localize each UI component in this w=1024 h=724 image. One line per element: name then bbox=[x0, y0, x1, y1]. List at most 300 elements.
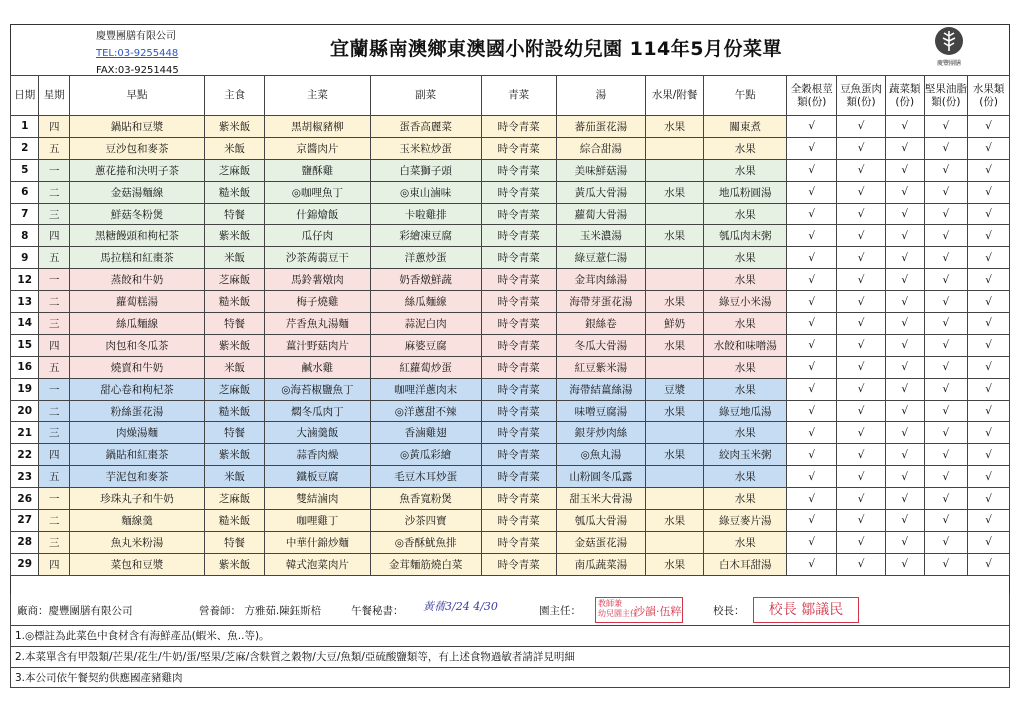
fruit-cell bbox=[646, 269, 704, 291]
soup-cell: 紅豆紫米湯 bbox=[556, 356, 645, 378]
nuts-oil-check: √ bbox=[924, 291, 968, 313]
fruit-portion-check: √ bbox=[968, 510, 1010, 532]
vegetable-cell: 時令青菜 bbox=[481, 269, 556, 291]
afternoon-snack-cell: 水果 bbox=[704, 531, 787, 553]
weekday-cell: 五 bbox=[39, 247, 69, 269]
fruit-portion-check: √ bbox=[968, 531, 1010, 553]
afternoon-snack-cell: 絞肉玉米粥 bbox=[704, 444, 787, 466]
table-header bbox=[11, 76, 1010, 116]
date-cell: 7 bbox=[11, 203, 39, 225]
afternoon-snack-cell: 水果 bbox=[704, 488, 787, 510]
date-cell: 28 bbox=[11, 531, 39, 553]
side-dish-cell: ◎黃瓜彩繪 bbox=[370, 444, 481, 466]
protein-check: √ bbox=[837, 116, 886, 138]
fruit-cell: 鮮奶 bbox=[646, 313, 704, 335]
date-cell: 16 bbox=[11, 356, 39, 378]
header-grains: 全穀根莖類(份) bbox=[787, 76, 837, 116]
company-logo bbox=[926, 26, 972, 72]
vegetable-cell: 時令青菜 bbox=[481, 444, 556, 466]
main-dish-cell: 大滷羹飯 bbox=[265, 422, 371, 444]
main-dish-cell: 薑汁野菇肉片 bbox=[265, 334, 371, 356]
side-dish-cell: 紅蘿蔔炒蛋 bbox=[370, 356, 481, 378]
header-afternoon-snack: 午點 bbox=[704, 76, 787, 116]
staple-cell: 糙米飯 bbox=[205, 510, 265, 532]
grains-check: √ bbox=[787, 356, 837, 378]
protein-check: √ bbox=[837, 422, 886, 444]
fruit-portion-check: √ bbox=[968, 488, 1010, 510]
vegetable-cell: 時令青菜 bbox=[481, 334, 556, 356]
main-dish-cell: 鐵板豆腐 bbox=[265, 466, 371, 488]
veg-portion-check: √ bbox=[885, 137, 924, 159]
grains-check: √ bbox=[787, 400, 837, 422]
fruit-portion-check: √ bbox=[968, 269, 1010, 291]
fruit-cell bbox=[646, 531, 704, 553]
grains-check: √ bbox=[787, 137, 837, 159]
date-cell: 1 bbox=[11, 116, 39, 138]
grains-check: √ bbox=[787, 116, 837, 138]
nuts-oil-check: √ bbox=[924, 313, 968, 335]
weekday-cell: 二 bbox=[39, 291, 69, 313]
weekday-cell: 三 bbox=[39, 531, 69, 553]
principal-label: 校長： bbox=[713, 605, 745, 617]
principal-stamp: 校長 鄒議民 bbox=[753, 597, 859, 623]
notes-section bbox=[10, 626, 1010, 688]
main-dish-cell: 中華什錦炒麵 bbox=[265, 531, 371, 553]
header-vegetable: 青菜 bbox=[481, 76, 556, 116]
fruit-portion-check: √ bbox=[968, 422, 1010, 444]
date-cell: 29 bbox=[11, 553, 39, 575]
breakfast-cell: 肉包和冬瓜茶 bbox=[69, 334, 204, 356]
table-row bbox=[11, 291, 1010, 313]
breakfast-cell: 粉絲蛋花湯 bbox=[69, 400, 204, 422]
staple-cell: 特餐 bbox=[205, 313, 265, 335]
breakfast-cell: 肉燥湯麵 bbox=[69, 422, 204, 444]
vegetable-cell: 時令青菜 bbox=[481, 116, 556, 138]
protein-check: √ bbox=[837, 400, 886, 422]
fruit-portion-check: √ bbox=[968, 203, 1010, 225]
fruit-portion-check: √ bbox=[968, 444, 1010, 466]
table-row bbox=[11, 378, 1010, 400]
fruit-cell bbox=[646, 247, 704, 269]
staple-cell: 芝麻飯 bbox=[205, 488, 265, 510]
table-row bbox=[11, 116, 1010, 138]
breakfast-cell: 芋泥包和麥茶 bbox=[69, 466, 204, 488]
fruit-cell: 水果 bbox=[646, 334, 704, 356]
veg-portion-check: √ bbox=[885, 181, 924, 203]
side-dish-cell: ◎香酥魷魚排 bbox=[370, 531, 481, 553]
date-cell: 8 bbox=[11, 225, 39, 247]
fruit-cell: 水果 bbox=[646, 181, 704, 203]
main-dish-cell: 黑胡椒豬柳 bbox=[265, 116, 371, 138]
afternoon-snack-cell: 水果 bbox=[704, 159, 787, 181]
staple-cell: 紫米飯 bbox=[205, 553, 265, 575]
nuts-oil-check: √ bbox=[924, 531, 968, 553]
vegetable-cell: 時令青菜 bbox=[481, 488, 556, 510]
soup-cell: 味噌豆腐湯 bbox=[556, 400, 645, 422]
main-dish-cell: 韓式泡菜肉片 bbox=[265, 553, 371, 575]
staple-cell: 糙米飯 bbox=[205, 400, 265, 422]
protein-check: √ bbox=[837, 313, 886, 335]
veg-portion-check: √ bbox=[885, 225, 924, 247]
director-label: 園主任： bbox=[539, 605, 581, 617]
grains-check: √ bbox=[787, 334, 837, 356]
grains-check: √ bbox=[787, 553, 837, 575]
vegetable-cell: 時令青菜 bbox=[481, 466, 556, 488]
date-cell: 9 bbox=[11, 247, 39, 269]
weekday-cell: 五 bbox=[39, 356, 69, 378]
fruit-cell: 水果 bbox=[646, 116, 704, 138]
protein-check: √ bbox=[837, 225, 886, 247]
fruit-portion-check: √ bbox=[968, 247, 1010, 269]
grains-check: √ bbox=[787, 159, 837, 181]
header-staple: 主食 bbox=[205, 76, 265, 116]
grains-check: √ bbox=[787, 510, 837, 532]
staple-cell: 米飯 bbox=[205, 247, 265, 269]
fruit-cell bbox=[646, 159, 704, 181]
weekday-cell: 二 bbox=[39, 510, 69, 532]
breakfast-cell: 燒賣和牛奶 bbox=[69, 356, 204, 378]
table-row bbox=[11, 269, 1010, 291]
fruit-cell: 水果 bbox=[646, 225, 704, 247]
side-dish-cell: ◎東山滷味 bbox=[370, 181, 481, 203]
breakfast-cell: 絲瓜麵線 bbox=[69, 313, 204, 335]
fruit-portion-check: √ bbox=[968, 116, 1010, 138]
staple-cell: 芝麻飯 bbox=[205, 378, 265, 400]
staple-cell: 糙米飯 bbox=[205, 181, 265, 203]
table-row bbox=[11, 313, 1010, 335]
vegetable-cell: 時令青菜 bbox=[481, 531, 556, 553]
fruit-portion-check: √ bbox=[968, 466, 1010, 488]
soup-cell: 金菇蛋花湯 bbox=[556, 531, 645, 553]
header-side-dish: 副菜 bbox=[370, 76, 481, 116]
staple-cell: 特餐 bbox=[205, 531, 265, 553]
director-stamp-title: 教師兼 幼兒園主任 bbox=[598, 599, 638, 618]
soup-cell: 瓠瓜大骨湯 bbox=[556, 510, 645, 532]
breakfast-cell: 黑糖饅頭和枸杞茶 bbox=[69, 225, 204, 247]
side-dish-cell: 玉米粒炒蛋 bbox=[370, 137, 481, 159]
weekday-cell: 一 bbox=[39, 378, 69, 400]
soup-cell: 海帶芽蛋花湯 bbox=[556, 291, 645, 313]
afternoon-snack-cell: 綠豆地瓜湯 bbox=[704, 400, 787, 422]
staple-cell: 紫米飯 bbox=[205, 225, 265, 247]
header-protein: 豆魚蛋肉類(份) bbox=[837, 76, 886, 116]
fruit-cell bbox=[646, 356, 704, 378]
grains-check: √ bbox=[787, 488, 837, 510]
signature-row bbox=[10, 594, 1010, 626]
soup-cell: 甜玉米大骨湯 bbox=[556, 488, 645, 510]
main-dish-cell: 鹹水雞 bbox=[265, 356, 371, 378]
staple-cell: 米飯 bbox=[205, 466, 265, 488]
side-dish-cell: 卡啦雞排 bbox=[370, 203, 481, 225]
table-row bbox=[11, 422, 1010, 444]
note-seafood: 1.◎標註為此菜色中食材含有海鮮產品(蝦米、魚..等)。 bbox=[11, 626, 1009, 647]
breakfast-cell: 鮮菇冬粉煲 bbox=[69, 203, 204, 225]
vegetable-cell: 時令青菜 bbox=[481, 422, 556, 444]
afternoon-snack-cell: 水果 bbox=[704, 269, 787, 291]
protein-check: √ bbox=[837, 488, 886, 510]
grains-check: √ bbox=[787, 378, 837, 400]
table-row bbox=[11, 356, 1010, 378]
protein-check: √ bbox=[837, 203, 886, 225]
veg-portion-check: √ bbox=[885, 356, 924, 378]
staple-cell: 芝麻飯 bbox=[205, 159, 265, 181]
fruit-portion-check: √ bbox=[968, 334, 1010, 356]
weekday-cell: 四 bbox=[39, 334, 69, 356]
main-dish-cell: 雙結滷肉 bbox=[265, 488, 371, 510]
note-domestic-meat: 3.本公司依午餐契約供應國產豬雞肉 bbox=[15, 672, 183, 684]
table-row bbox=[11, 159, 1010, 181]
soup-cell: 蕃茄蛋花湯 bbox=[556, 116, 645, 138]
main-dish-cell: 咖哩雞丁 bbox=[265, 510, 371, 532]
veg-portion-check: √ bbox=[885, 269, 924, 291]
table-row bbox=[11, 334, 1010, 356]
side-dish-cell: 沙茶四寶 bbox=[370, 510, 481, 532]
note-allergens: 2.本菜單含有甲殼類/芒果/花生/牛奶/蛋/堅果/芝麻/含麩質之穀物/大豆/魚類/亞硫酸鹽類等，有上述食物過敏者請詳見明細 bbox=[11, 647, 1009, 668]
protein-check: √ bbox=[837, 510, 886, 532]
header-veg-portion: 蔬菜類(份) bbox=[885, 76, 924, 116]
side-dish-cell: 毛豆木耳炒蛋 bbox=[370, 466, 481, 488]
veg-portion-check: √ bbox=[885, 203, 924, 225]
fruit-cell bbox=[646, 488, 704, 510]
soup-cell: 冬瓜大骨湯 bbox=[556, 334, 645, 356]
grains-check: √ bbox=[787, 291, 837, 313]
afternoon-snack-cell: 瓠瓜肉末粥 bbox=[704, 225, 787, 247]
date-cell: 22 bbox=[11, 444, 39, 466]
grains-check: √ bbox=[787, 203, 837, 225]
wheat-logo-icon bbox=[934, 26, 964, 56]
protein-check: √ bbox=[837, 137, 886, 159]
date-cell: 20 bbox=[11, 400, 39, 422]
weekday-cell: 五 bbox=[39, 466, 69, 488]
nuts-oil-check: √ bbox=[924, 466, 968, 488]
soup-cell: 海帶結薑絲湯 bbox=[556, 378, 645, 400]
fruit-cell bbox=[646, 137, 704, 159]
fruit-cell bbox=[646, 466, 704, 488]
staple-cell: 紫米飯 bbox=[205, 444, 265, 466]
protein-check: √ bbox=[837, 291, 886, 313]
side-dish-cell: 香滷雞翅 bbox=[370, 422, 481, 444]
veg-portion-check: √ bbox=[885, 510, 924, 532]
table-row bbox=[11, 531, 1010, 553]
staple-cell: 紫米飯 bbox=[205, 116, 265, 138]
company-tel[interactable]: TEL:03-9255448 bbox=[96, 48, 179, 59]
date-cell: 27 bbox=[11, 510, 39, 532]
fruit-portion-check: √ bbox=[968, 181, 1010, 203]
side-dish-cell: 蒜泥白肉 bbox=[370, 313, 481, 335]
secretary-signature: 黃蒨3/24 4/30 bbox=[423, 600, 498, 613]
nuts-oil-check: √ bbox=[924, 247, 968, 269]
date-cell: 5 bbox=[11, 159, 39, 181]
weekday-cell: 四 bbox=[39, 116, 69, 138]
nuts-oil-check: √ bbox=[924, 159, 968, 181]
veg-portion-check: √ bbox=[885, 159, 924, 181]
breakfast-cell: 珍珠丸子和牛奶 bbox=[69, 488, 204, 510]
protein-check: √ bbox=[837, 378, 886, 400]
breakfast-cell: 蒸餃和牛奶 bbox=[69, 269, 204, 291]
staple-cell: 芝麻飯 bbox=[205, 269, 265, 291]
main-dish-cell: 梅子燒雞 bbox=[265, 291, 371, 313]
breakfast-cell: 豆沙包和麥茶 bbox=[69, 137, 204, 159]
protein-check: √ bbox=[837, 247, 886, 269]
vegetable-cell: 時令青菜 bbox=[481, 225, 556, 247]
fruit-portion-check: √ bbox=[968, 137, 1010, 159]
veg-portion-check: √ bbox=[885, 488, 924, 510]
weekday-cell: 四 bbox=[39, 444, 69, 466]
fruit-portion-check: √ bbox=[968, 553, 1010, 575]
afternoon-snack-cell: 水果 bbox=[704, 203, 787, 225]
date-cell: 13 bbox=[11, 291, 39, 313]
veg-portion-check: √ bbox=[885, 313, 924, 335]
afternoon-snack-cell: 水果 bbox=[704, 466, 787, 488]
breakfast-cell: 金菇湯麵線 bbox=[69, 181, 204, 203]
date-cell: 12 bbox=[11, 269, 39, 291]
fruit-cell: 水果 bbox=[646, 291, 704, 313]
main-dish-cell: 芹香魚丸湯麵 bbox=[265, 313, 371, 335]
protein-check: √ bbox=[837, 356, 886, 378]
date-cell: 19 bbox=[11, 378, 39, 400]
soup-cell: 蘿蔔大骨湯 bbox=[556, 203, 645, 225]
afternoon-snack-cell: 水果 bbox=[704, 137, 787, 159]
soup-cell: 銀絲卷 bbox=[556, 313, 645, 335]
nutritionist-label: 營養師： 方雅茹.陳鈺斯棓 bbox=[199, 605, 322, 617]
main-dish-cell: 什錦燴飯 bbox=[265, 203, 371, 225]
protein-check: √ bbox=[837, 159, 886, 181]
secretary-label: 午餐秘書： bbox=[351, 605, 404, 617]
side-dish-cell: 麻婆豆腐 bbox=[370, 334, 481, 356]
veg-portion-check: √ bbox=[885, 334, 924, 356]
afternoon-snack-cell: 水果 bbox=[704, 313, 787, 335]
table-row bbox=[11, 203, 1010, 225]
main-dish-cell: ◎咖哩魚丁 bbox=[265, 181, 371, 203]
fruit-portion-check: √ bbox=[968, 378, 1010, 400]
soup-cell: ◎魚丸湯 bbox=[556, 444, 645, 466]
soup-cell: 美味鮮菇湯 bbox=[556, 159, 645, 181]
grains-check: √ bbox=[787, 444, 837, 466]
side-dish-cell: 金茸麵筋燒白菜 bbox=[370, 553, 481, 575]
breakfast-cell: 蔥花捲和決明子茶 bbox=[69, 159, 204, 181]
weekday-cell: 一 bbox=[39, 488, 69, 510]
date-cell: 14 bbox=[11, 313, 39, 335]
soup-cell: 綜合甜湯 bbox=[556, 137, 645, 159]
side-dish-cell: 奶香燉鮮蔬 bbox=[370, 269, 481, 291]
table-row bbox=[11, 466, 1010, 488]
staple-cell: 米飯 bbox=[205, 356, 265, 378]
main-dish-cell: 燜冬瓜肉丁 bbox=[265, 400, 371, 422]
nuts-oil-check: √ bbox=[924, 116, 968, 138]
vegetable-cell: 時令青菜 bbox=[481, 356, 556, 378]
grains-check: √ bbox=[787, 225, 837, 247]
nuts-oil-check: √ bbox=[924, 488, 968, 510]
afternoon-snack-cell: 水果 bbox=[704, 378, 787, 400]
weekday-cell: 一 bbox=[39, 159, 69, 181]
veg-portion-check: √ bbox=[885, 400, 924, 422]
header-breakfast: 早點 bbox=[69, 76, 204, 116]
staple-cell: 糙米飯 bbox=[205, 291, 265, 313]
header-main-dish: 主菜 bbox=[265, 76, 371, 116]
veg-portion-check: √ bbox=[885, 531, 924, 553]
table-row bbox=[11, 400, 1010, 422]
main-dish-cell: 鹽酥雞 bbox=[265, 159, 371, 181]
soup-cell: 金茸肉絲湯 bbox=[556, 269, 645, 291]
nuts-oil-check: √ bbox=[924, 400, 968, 422]
soup-cell: 山粉圓冬瓜露 bbox=[556, 466, 645, 488]
soup-cell: 銀芽炒肉絲 bbox=[556, 422, 645, 444]
grains-check: √ bbox=[787, 466, 837, 488]
main-dish-cell: 蒜香肉燥 bbox=[265, 444, 371, 466]
weekday-cell: 三 bbox=[39, 313, 69, 335]
fruit-cell bbox=[646, 203, 704, 225]
side-dish-cell: ◎洋蔥甜不辣 bbox=[370, 400, 481, 422]
header-fruit: 水果/附餐 bbox=[646, 76, 704, 116]
nuts-oil-check: √ bbox=[924, 510, 968, 532]
vegetable-cell: 時令青菜 bbox=[481, 181, 556, 203]
grains-check: √ bbox=[787, 313, 837, 335]
fruit-cell: 水果 bbox=[646, 400, 704, 422]
staple-cell: 紫米飯 bbox=[205, 334, 265, 356]
veg-portion-check: √ bbox=[885, 378, 924, 400]
table-row bbox=[11, 553, 1010, 575]
director-stamp-name: 沙韻·伍粹 bbox=[634, 605, 682, 618]
side-dish-cell: 魚香寬粉煲 bbox=[370, 488, 481, 510]
header-fruit-portion: 水果類(份) bbox=[968, 76, 1010, 116]
table-body bbox=[11, 116, 1010, 576]
vegetable-cell: 時令青菜 bbox=[481, 510, 556, 532]
grains-check: √ bbox=[787, 422, 837, 444]
veg-portion-check: √ bbox=[885, 291, 924, 313]
vegetable-cell: 時令青菜 bbox=[481, 247, 556, 269]
breakfast-cell: 菜包和豆漿 bbox=[69, 553, 204, 575]
fruit-portion-check: √ bbox=[968, 291, 1010, 313]
grains-check: √ bbox=[787, 269, 837, 291]
protein-check: √ bbox=[837, 181, 886, 203]
table-row bbox=[11, 247, 1010, 269]
veg-portion-check: √ bbox=[885, 466, 924, 488]
fruit-cell bbox=[646, 422, 704, 444]
side-dish-cell: 白菜獅子頭 bbox=[370, 159, 481, 181]
weekday-cell: 三 bbox=[39, 422, 69, 444]
vegetable-cell: 時令青菜 bbox=[481, 553, 556, 575]
header-soup: 湯 bbox=[556, 76, 645, 116]
menu-table bbox=[10, 75, 1010, 576]
date-cell: 23 bbox=[11, 466, 39, 488]
breakfast-cell: 鍋貼和紅棗茶 bbox=[69, 444, 204, 466]
nuts-oil-check: √ bbox=[924, 181, 968, 203]
side-dish-cell: 彩繪凍豆腐 bbox=[370, 225, 481, 247]
nuts-oil-check: √ bbox=[924, 137, 968, 159]
side-dish-cell: 咖哩洋蔥肉末 bbox=[370, 378, 481, 400]
grains-check: √ bbox=[787, 531, 837, 553]
fruit-cell: 豆漿 bbox=[646, 378, 704, 400]
date-cell: 6 bbox=[11, 181, 39, 203]
soup-cell: 南瓜蔬菜湯 bbox=[556, 553, 645, 575]
date-cell: 15 bbox=[11, 334, 39, 356]
weekday-cell: 五 bbox=[39, 137, 69, 159]
header-date: 日期 bbox=[11, 76, 39, 116]
fruit-portion-check: √ bbox=[968, 400, 1010, 422]
table-row bbox=[11, 444, 1010, 466]
afternoon-snack-cell: 白木耳甜湯 bbox=[704, 553, 787, 575]
weekday-cell: 三 bbox=[39, 203, 69, 225]
fruit-cell: 水果 bbox=[646, 553, 704, 575]
vegetable-cell: 時令青菜 bbox=[481, 203, 556, 225]
vendor-label: 廠商：慶豐團膳有限公司 bbox=[17, 605, 133, 617]
breakfast-cell: 麵線羹 bbox=[69, 510, 204, 532]
nuts-oil-check: √ bbox=[924, 444, 968, 466]
main-dish-cell: 沙茶蒟蒻豆干 bbox=[265, 247, 371, 269]
main-dish-cell: 馬鈴薯燉肉 bbox=[265, 269, 371, 291]
weekday-cell: 二 bbox=[39, 400, 69, 422]
vegetable-cell: 時令青菜 bbox=[481, 378, 556, 400]
